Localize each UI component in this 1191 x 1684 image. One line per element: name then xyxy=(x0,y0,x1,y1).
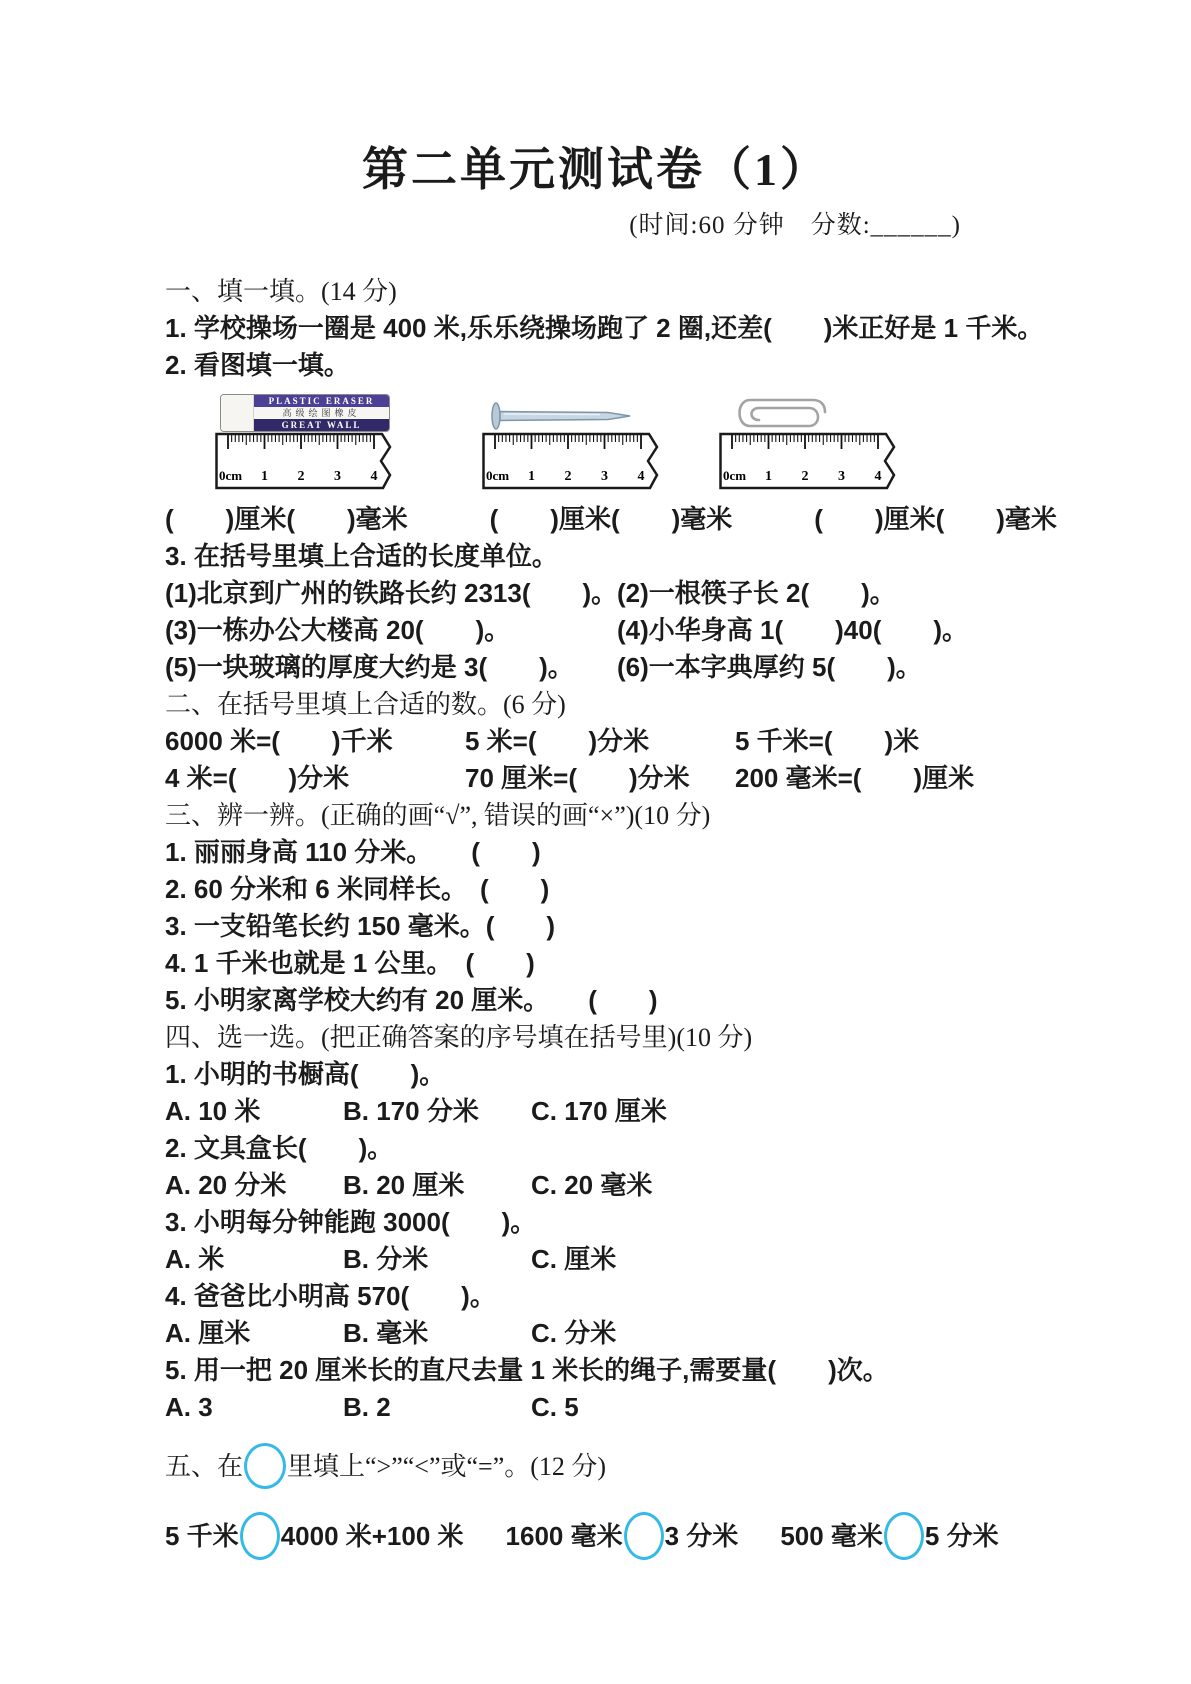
comparison-right: 5 分米 xyxy=(924,1520,999,1551)
ruler-label-0: 0cm xyxy=(723,468,747,483)
q3-item-4: (4)小华身高 1( )40( )。 xyxy=(617,615,969,645)
ruler-label-4: 4 xyxy=(637,469,645,484)
choice-q3: 3. 小明每分钟能跑 3000( )。 xyxy=(165,1207,537,1237)
comparison-item-3 xyxy=(780,1512,998,1560)
judge-item-1: 1. 丽丽身高 110 分米。 ( ) xyxy=(165,837,541,867)
ruler-label-3: 3 xyxy=(334,469,341,484)
conversion-item: 4 米=( )分米 xyxy=(165,763,350,793)
comparison-item-1 xyxy=(165,1512,464,1560)
figure-answer-row xyxy=(165,501,1057,538)
ruler-label-1: 1 xyxy=(765,469,772,484)
eraser-label xyxy=(254,395,389,431)
judge-item-2: 2. 60 分米和 6 米同样长。 ( ) xyxy=(165,874,550,904)
option-b: B. 分米 xyxy=(343,1244,429,1274)
section5-heading-suffix: 里填上“>”“<”或“=”。(12 分) xyxy=(287,1451,607,1481)
option-c: C. 20 毫米 xyxy=(531,1170,653,1200)
ruler-label-2: 2 xyxy=(297,469,305,484)
comparison-circle-icon xyxy=(240,1512,280,1560)
ruler-icon xyxy=(482,432,664,490)
ruler-label-2: 2 xyxy=(564,469,572,484)
comparison-left: 1600 毫米 xyxy=(505,1520,623,1551)
choice-q4-options xyxy=(165,1315,961,1352)
section3-heading: 三、辨一辨。(正确的画“√”, 错误的画“×”)(10 分) xyxy=(165,801,711,830)
comparison-circle-icon xyxy=(624,1512,664,1560)
choice-q2: 2. 文具盒长( )。 xyxy=(165,1133,394,1163)
comparison-row xyxy=(165,1508,999,1564)
choice-q5-options xyxy=(165,1389,961,1426)
ruler-icon xyxy=(719,432,901,490)
conversion-item: 5 千米=( )米 xyxy=(735,726,920,756)
comparison-circle-icon xyxy=(884,1512,924,1560)
comparison-left: 500 毫米 xyxy=(780,1520,883,1551)
q3-item-2: (2)一根筷子长 2( )。 xyxy=(617,578,896,608)
judge-item-5: 5. 小明家离学校大约有 20 厘米。 ( ) xyxy=(165,985,658,1015)
section5-heading xyxy=(165,1440,961,1492)
eraser-body xyxy=(220,394,390,432)
choice-q3-options xyxy=(165,1241,961,1278)
section2-row2 xyxy=(165,760,975,797)
conversion-item: 5 米=( )分米 xyxy=(465,726,650,756)
option-b: B. 毫米 xyxy=(343,1318,429,1348)
q3-item-1: (1)北京到广州的铁路长约 2313( )。 xyxy=(165,578,618,608)
section5-heading-prefix: 五、在 xyxy=(165,1451,244,1481)
comparison-right: 4000 米+100 米 xyxy=(280,1520,464,1551)
q3-item-3: (3)一栋办公大楼高 20( )。 xyxy=(165,615,511,645)
judge-item-3: 3. 一支铅笔长约 150 毫米。( ) xyxy=(165,911,556,941)
section2-row1 xyxy=(165,723,961,760)
eraser-label-line3: GREAT WALL xyxy=(254,419,389,431)
option-a: A. 10 米 xyxy=(165,1096,261,1126)
eraser-label-line2: 高级绘图橡皮 xyxy=(254,407,389,419)
section4-heading: 四、选一选。(把正确答案的序号填在括号里)(10 分) xyxy=(165,1023,753,1052)
figure-nail xyxy=(482,386,664,495)
ruler-label-3: 3 xyxy=(838,469,845,484)
ruler-label-1: 1 xyxy=(528,469,535,484)
comparison-left: 5 千米 xyxy=(165,1520,239,1551)
paperclip-image xyxy=(719,386,901,432)
section1-q3-items xyxy=(165,575,969,686)
choice-q5: 5. 用一把 20 厘米长的直尺去量 1 米长的绳子,需要量( )次。 xyxy=(165,1355,889,1385)
q3-item-6: (6)一本字典厚约 5( )。 xyxy=(617,652,922,682)
option-b: B. 170 分米 xyxy=(343,1096,479,1126)
choice-q1: 1. 小明的书橱高( )。 xyxy=(165,1059,446,1089)
ruler-label-4: 4 xyxy=(874,469,882,484)
answer-blank: ( )厘米( )毫米 xyxy=(165,504,408,534)
time-score-line: (时间:60 分钟 分数:______) xyxy=(629,212,961,239)
answer-blank: ( )厘米( )毫米 xyxy=(489,504,733,534)
option-c: C. 170 厘米 xyxy=(531,1096,667,1126)
conversion-item: 200 毫米=( )厘米 xyxy=(735,763,975,793)
section1-q1: 1. 学校操场一圈是 400 米,乐乐绕操场跑了 2 圈,还差( )米正好是 1 千米。 xyxy=(165,313,1044,343)
option-c: C. 分米 xyxy=(531,1318,617,1348)
option-a: A. 厘米 xyxy=(165,1318,251,1348)
figure-paperclip xyxy=(719,386,901,495)
option-a: A. 米 xyxy=(165,1244,225,1274)
ruler-label-0: 0cm xyxy=(219,468,243,483)
paperclip-icon xyxy=(719,396,901,432)
nail-image xyxy=(482,386,664,432)
eraser-image xyxy=(215,386,397,432)
measure-figures xyxy=(215,386,961,495)
conversion-item: 70 厘米=( )分米 xyxy=(465,763,690,793)
option-b: B. 2 xyxy=(343,1392,391,1422)
eraser-label-line1: PLASTIC ERASER xyxy=(254,395,389,407)
choice-q1-options xyxy=(165,1093,961,1130)
figure-eraser xyxy=(215,386,397,495)
choice-q4: 4. 爸爸比小明高 570( )。 xyxy=(165,1281,496,1311)
section2-heading: 二、在括号里填上合适的数。(6 分) xyxy=(165,690,566,719)
choice-q2-options xyxy=(165,1167,961,1204)
section1-q2: 2. 看图填一填。 xyxy=(165,350,350,380)
ruler-label-4: 4 xyxy=(370,469,378,484)
section1-q3: 3. 在括号里填上合适的长度单位。 xyxy=(165,541,558,571)
ruler-label-3: 3 xyxy=(601,469,608,484)
option-c: C. 5 xyxy=(531,1392,579,1422)
answer-blank: ( )厘米( )毫米 xyxy=(814,504,1057,534)
page-title: 第二单元测试卷（1） xyxy=(362,144,829,195)
judge-item-4: 4. 1 千米也就是 1 公里。 ( ) xyxy=(165,948,535,978)
option-c: C. 厘米 xyxy=(531,1244,617,1274)
section1-heading: 一、填一填。(14 分) xyxy=(165,277,397,306)
ruler-label-2: 2 xyxy=(801,469,809,484)
ruler-label-1: 1 xyxy=(261,469,268,484)
option-a: A. 3 xyxy=(165,1392,213,1422)
ruler-icon xyxy=(215,432,397,490)
ruler-label-0: 0cm xyxy=(486,468,510,483)
eraser-tip xyxy=(221,395,254,431)
comparison-item-2 xyxy=(506,1512,739,1560)
nail-icon xyxy=(482,388,664,432)
option-b: B. 20 厘米 xyxy=(343,1170,465,1200)
comparison-circle-icon xyxy=(244,1443,286,1489)
option-a: A. 20 分米 xyxy=(165,1170,287,1200)
conversion-item: 6000 米=( )千米 xyxy=(165,726,393,756)
comparison-right: 3 分米 xyxy=(664,1520,739,1551)
q3-item-5: (5)一块玻璃的厚度大约是 3( )。 xyxy=(165,652,574,682)
